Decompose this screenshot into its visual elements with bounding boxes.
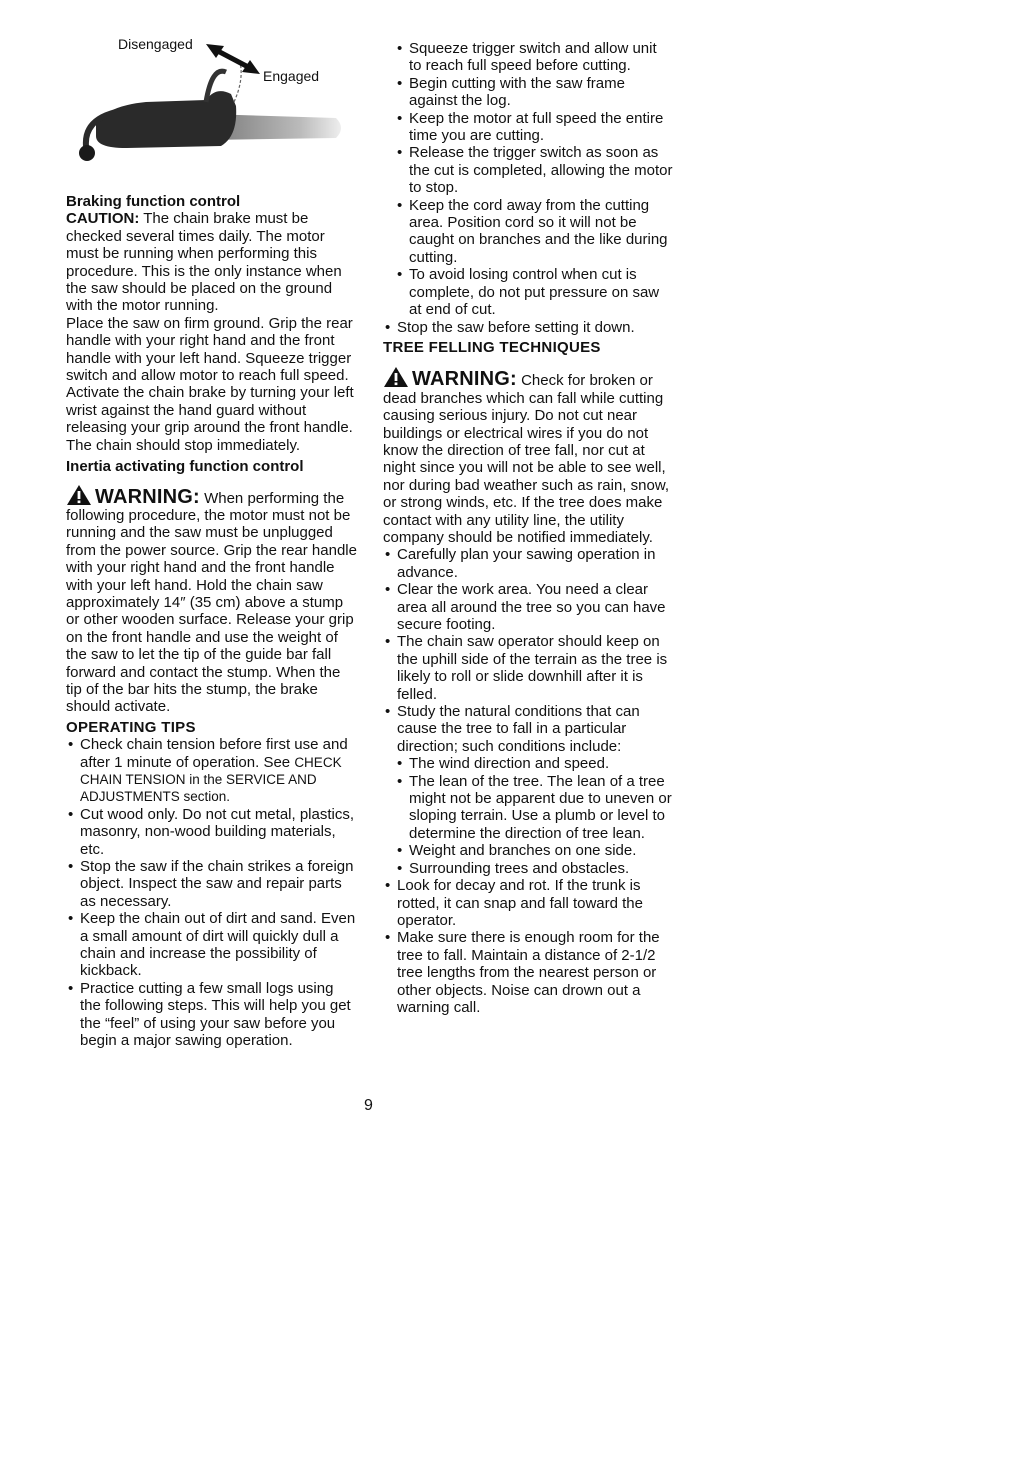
operating-tips-heading: OPERATING TIPS — [66, 718, 196, 736]
page-number: 9 — [364, 1097, 373, 1114]
list-item: • Practice cutting a few small logs using the following steps. This will help you get the “feel” of using your saw before you begin a major sawing operation. — [66, 980, 358, 1050]
braking-heading: Braking function control — [66, 193, 241, 210]
list-item: • The wind direction and speed. — [383, 755, 673, 772]
tree-felling-heading: TREE FELLING TECHNIQUES — [383, 338, 601, 356]
conditions-list — [383, 755, 673, 877]
cross-reference: CHECK CHAIN TENSION in the SERVICE AND ADJUSTMENTS section. — [80, 754, 342, 805]
list-item: • The chain saw operator should keep on the uphill side of the terrain as the tree is likely to roll or slide downhill after it is felled. — [383, 633, 673, 703]
list-item: • Weight and branches on one side. — [383, 842, 673, 859]
warning-triangle-icon — [383, 366, 409, 388]
warning-triangle-icon — [66, 484, 92, 506]
list-item: • The lean of the tree. The lean of a tree might not be apparent due to uneven or sloping terrain. Use a plumb or level to determine the direction of tree lean. — [383, 773, 673, 843]
felling-tips-list — [383, 546, 673, 755]
list-item: • Keep the cord away from the cutting area. Position cord so it will not be caught on branches and the like during cutting. — [383, 197, 673, 267]
list-item: • Stop the saw if the chain strikes a foreign object. Inspect the saw and repair parts as necessary. — [66, 858, 358, 910]
stop-saw-list — [383, 319, 673, 336]
caution-paragraph — [66, 210, 358, 314]
list-item — [66, 736, 358, 806]
felling-tips-list-continued — [383, 877, 673, 1016]
list-item: • Keep the motor at full speed the entire time you are cutting. — [383, 110, 673, 145]
list-item: • Release the trigger switch as soon as the cut is completed, allowing the motor to stop. — [383, 144, 673, 196]
inertia-heading: Inertia activating function control — [66, 458, 304, 476]
list-item: • Surrounding trees and obstacles. — [383, 860, 673, 877]
warning-paragraph — [66, 484, 358, 716]
list-item: • Carefully plan your sawing operation in advance. — [383, 546, 673, 581]
list-item: • Squeeze trigger switch and allow unit to reach full speed before cutting. — [383, 40, 673, 75]
caution-label: CAUTION: — [66, 210, 140, 228]
right-column — [383, 40, 673, 1016]
disengaged-label: Disengaged — [118, 36, 193, 52]
warning-label: WARNING: — [412, 368, 517, 391]
list-item: • Study the natural conditions that can cause the tree to fall in a particular direction; such conditions include: — [383, 703, 673, 755]
practice-steps-list — [383, 40, 673, 319]
felling-warning-paragraph — [383, 366, 673, 546]
chain-brake-figure — [66, 36, 358, 171]
caution-text: The chain brake must be checked several times daily. The motor must be running when performing this procedure. This is the only instance when the saw should be placed on the ground with the motor running. — [66, 210, 342, 315]
list-item: • Begin cutting with the saw frame against the log. — [383, 75, 673, 110]
tip-text: Check chain tension before first use and after 1 minute of operation. See — [80, 736, 348, 771]
chainsaw-illustration — [66, 36, 358, 171]
list-item: • Clear the work area. You need a clear area all around the tree so you can have secure footing. — [383, 581, 673, 633]
engaged-label: Engaged — [263, 68, 320, 84]
list-item: • Stop the saw before setting it down. — [383, 319, 673, 336]
list-item: • To avoid losing control when cut is complete, do not put pressure on saw at end of cut. — [383, 266, 673, 318]
braking-paragraph: Place the saw on firm ground. Grip the rear handle with your right hand and the front handle with your left hand. Squeeze trigger switch and allow motor to reach full speed. Activate the chain brake by turning your left wrist against the hand guard without releasing your grip around the front handle. The chain should stop immediately. — [66, 314, 354, 454]
operating-tips-list — [66, 736, 358, 1049]
left-column — [66, 0, 358, 1050]
list-item: • Make sure there is enough room for the tree to fall. Maintain a distance of 2-1/2 tree lengths from the nearest person or other objects. Noise can drown out a warning call. — [383, 929, 673, 1016]
list-item: • Cut wood only. Do not cut metal, plastics, masonry, non-wood building materials, etc. — [66, 806, 358, 858]
warning-text: When performing the following procedure, the motor must not be running and the saw must be unplugged from the power source. Grip the rear handle with your right hand and the front handle with your left hand. Hold the chain saw approximately 14″ (35 cm) above a stump or other wooden surface. Release your grip on the front handle and use the weight of the saw to let the tip of the guide bar fall forward and contact the stump. When the tip of the bar hits the stump, the brake should activate. — [66, 489, 357, 716]
warning-label: WARNING: — [95, 485, 200, 508]
list-item: • Keep the chain out of dirt and sand. Even a small amount of dirt will quickly dull a chain and increase the possibility of kickback. — [66, 910, 358, 980]
warning-text: Check for broken or dead branches which can fall while cutting causing serious injury. Do not cut near buildings or electrical wires if you do not know the direction of tree fall, nor cut at night since you will not be able to see well, nor during bad weather such as rain, snow, or strong winds, etc. If the tree does make contact with any utility line, the utility company should be notified immediately. — [383, 372, 670, 546]
list-item: • Look for decay and rot. If the trunk is rotted, it can snap and fall toward the operator. — [383, 877, 673, 929]
